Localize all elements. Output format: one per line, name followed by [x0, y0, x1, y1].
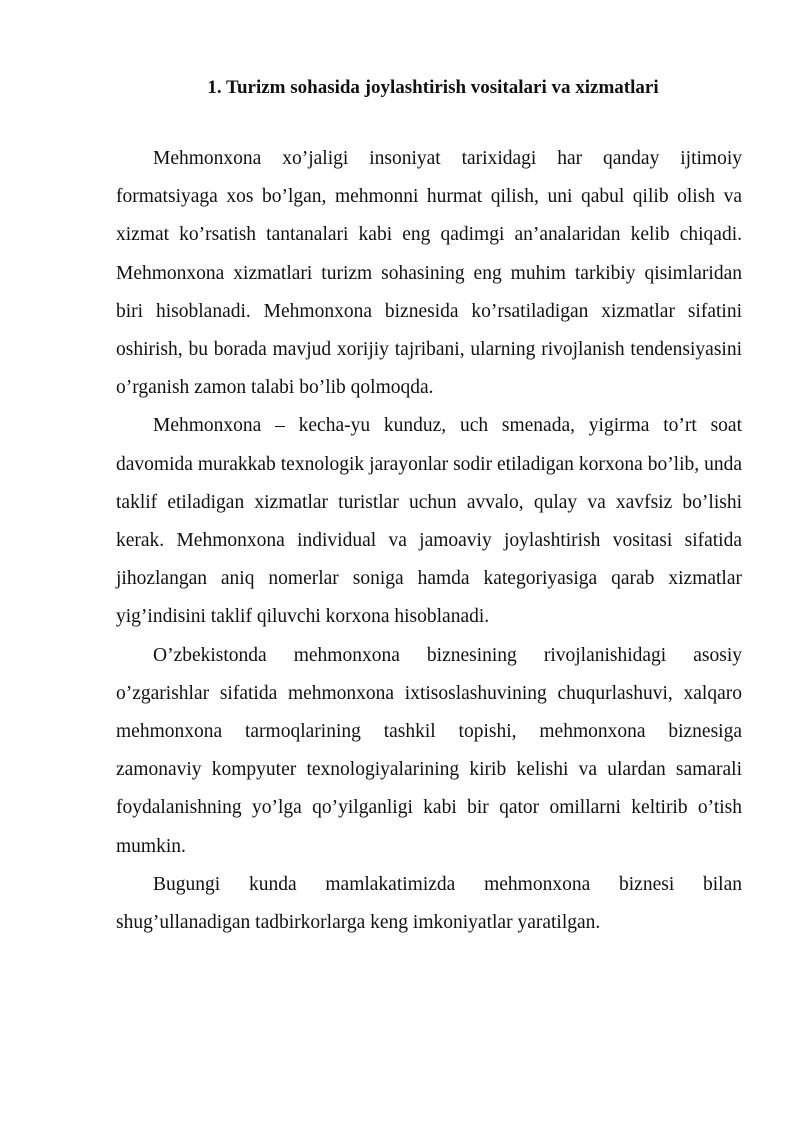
document-page — [116, 74, 742, 942]
paragraph-4: Bugungi kunda mamlakatimizda mehmonxona biznesi bilan shug’ullanadigan tadbirkorlarga keng imkoniyatlar yaratilgan. — [116, 873, 742, 934]
paragraph-2: Mehmonxona – kecha-yu kunduz, uch smenada, yigirma to’rt soat davomida murakkab texnologik jarayonlar sodir etiladigan korxona bo’lib, unda taklif etiladigan xizmatlar turistlar uchun avvalo, qulay va xavfsiz bo’lishi kerak. Mehmonxona individual va jamoaviy joylashtirish vositasi sifatida jihozlangan aniq nomerlar soniga hamda kategoriyasiga qarab xizmatlar yig’indisini taklif qiluvchi korxona hisoblanadi. — [116, 415, 742, 628]
section-title: 1. Turizm sohasida joylashtirish vositalari va xizmatlari — [207, 77, 659, 98]
paragraph-1: Mehmonxona xo’jaligi insoniyat tarixidagi har qanday ijtimoiy formatsiyaga xos bo’lgan, mehmonni hurmat qilish, uni qabul qilib olish va xizmat ko’rsatish tantanalari kabi eng qadimgi an’analaridan kelib chiqadi. Mehmonxona xizmatlari turizm sohasining eng muhim tarkibiy qisimlaridan biri hisoblanadi. Mehmonxona biznesida ko’rsatiladigan xizmatlar sifatini oshirish, bu borada mavjud xorijiy tajribani, ularning rivojlanish tendensiyasini o’rganish zamon talabi bo’lib qolmoqda. — [116, 148, 742, 399]
paragraph-3: O’zbekistonda mehmonxona biznesining rivojlanishidagi asosiy o’zgarishlar sifatida mehmonxona ixtisoslashuvining chuqurlashuvi, xalqaro mehmonxona tarmoqlarining tashkil topishi, mehmonxona biznesiga zamonaviy kompyuter texnologiyalarining kirib kelishi va ulardan samarali foydalanishning yo’lga qo’yilganligi kabi bir qator omillarni keltirib o’tish mumkin. — [116, 644, 742, 857]
